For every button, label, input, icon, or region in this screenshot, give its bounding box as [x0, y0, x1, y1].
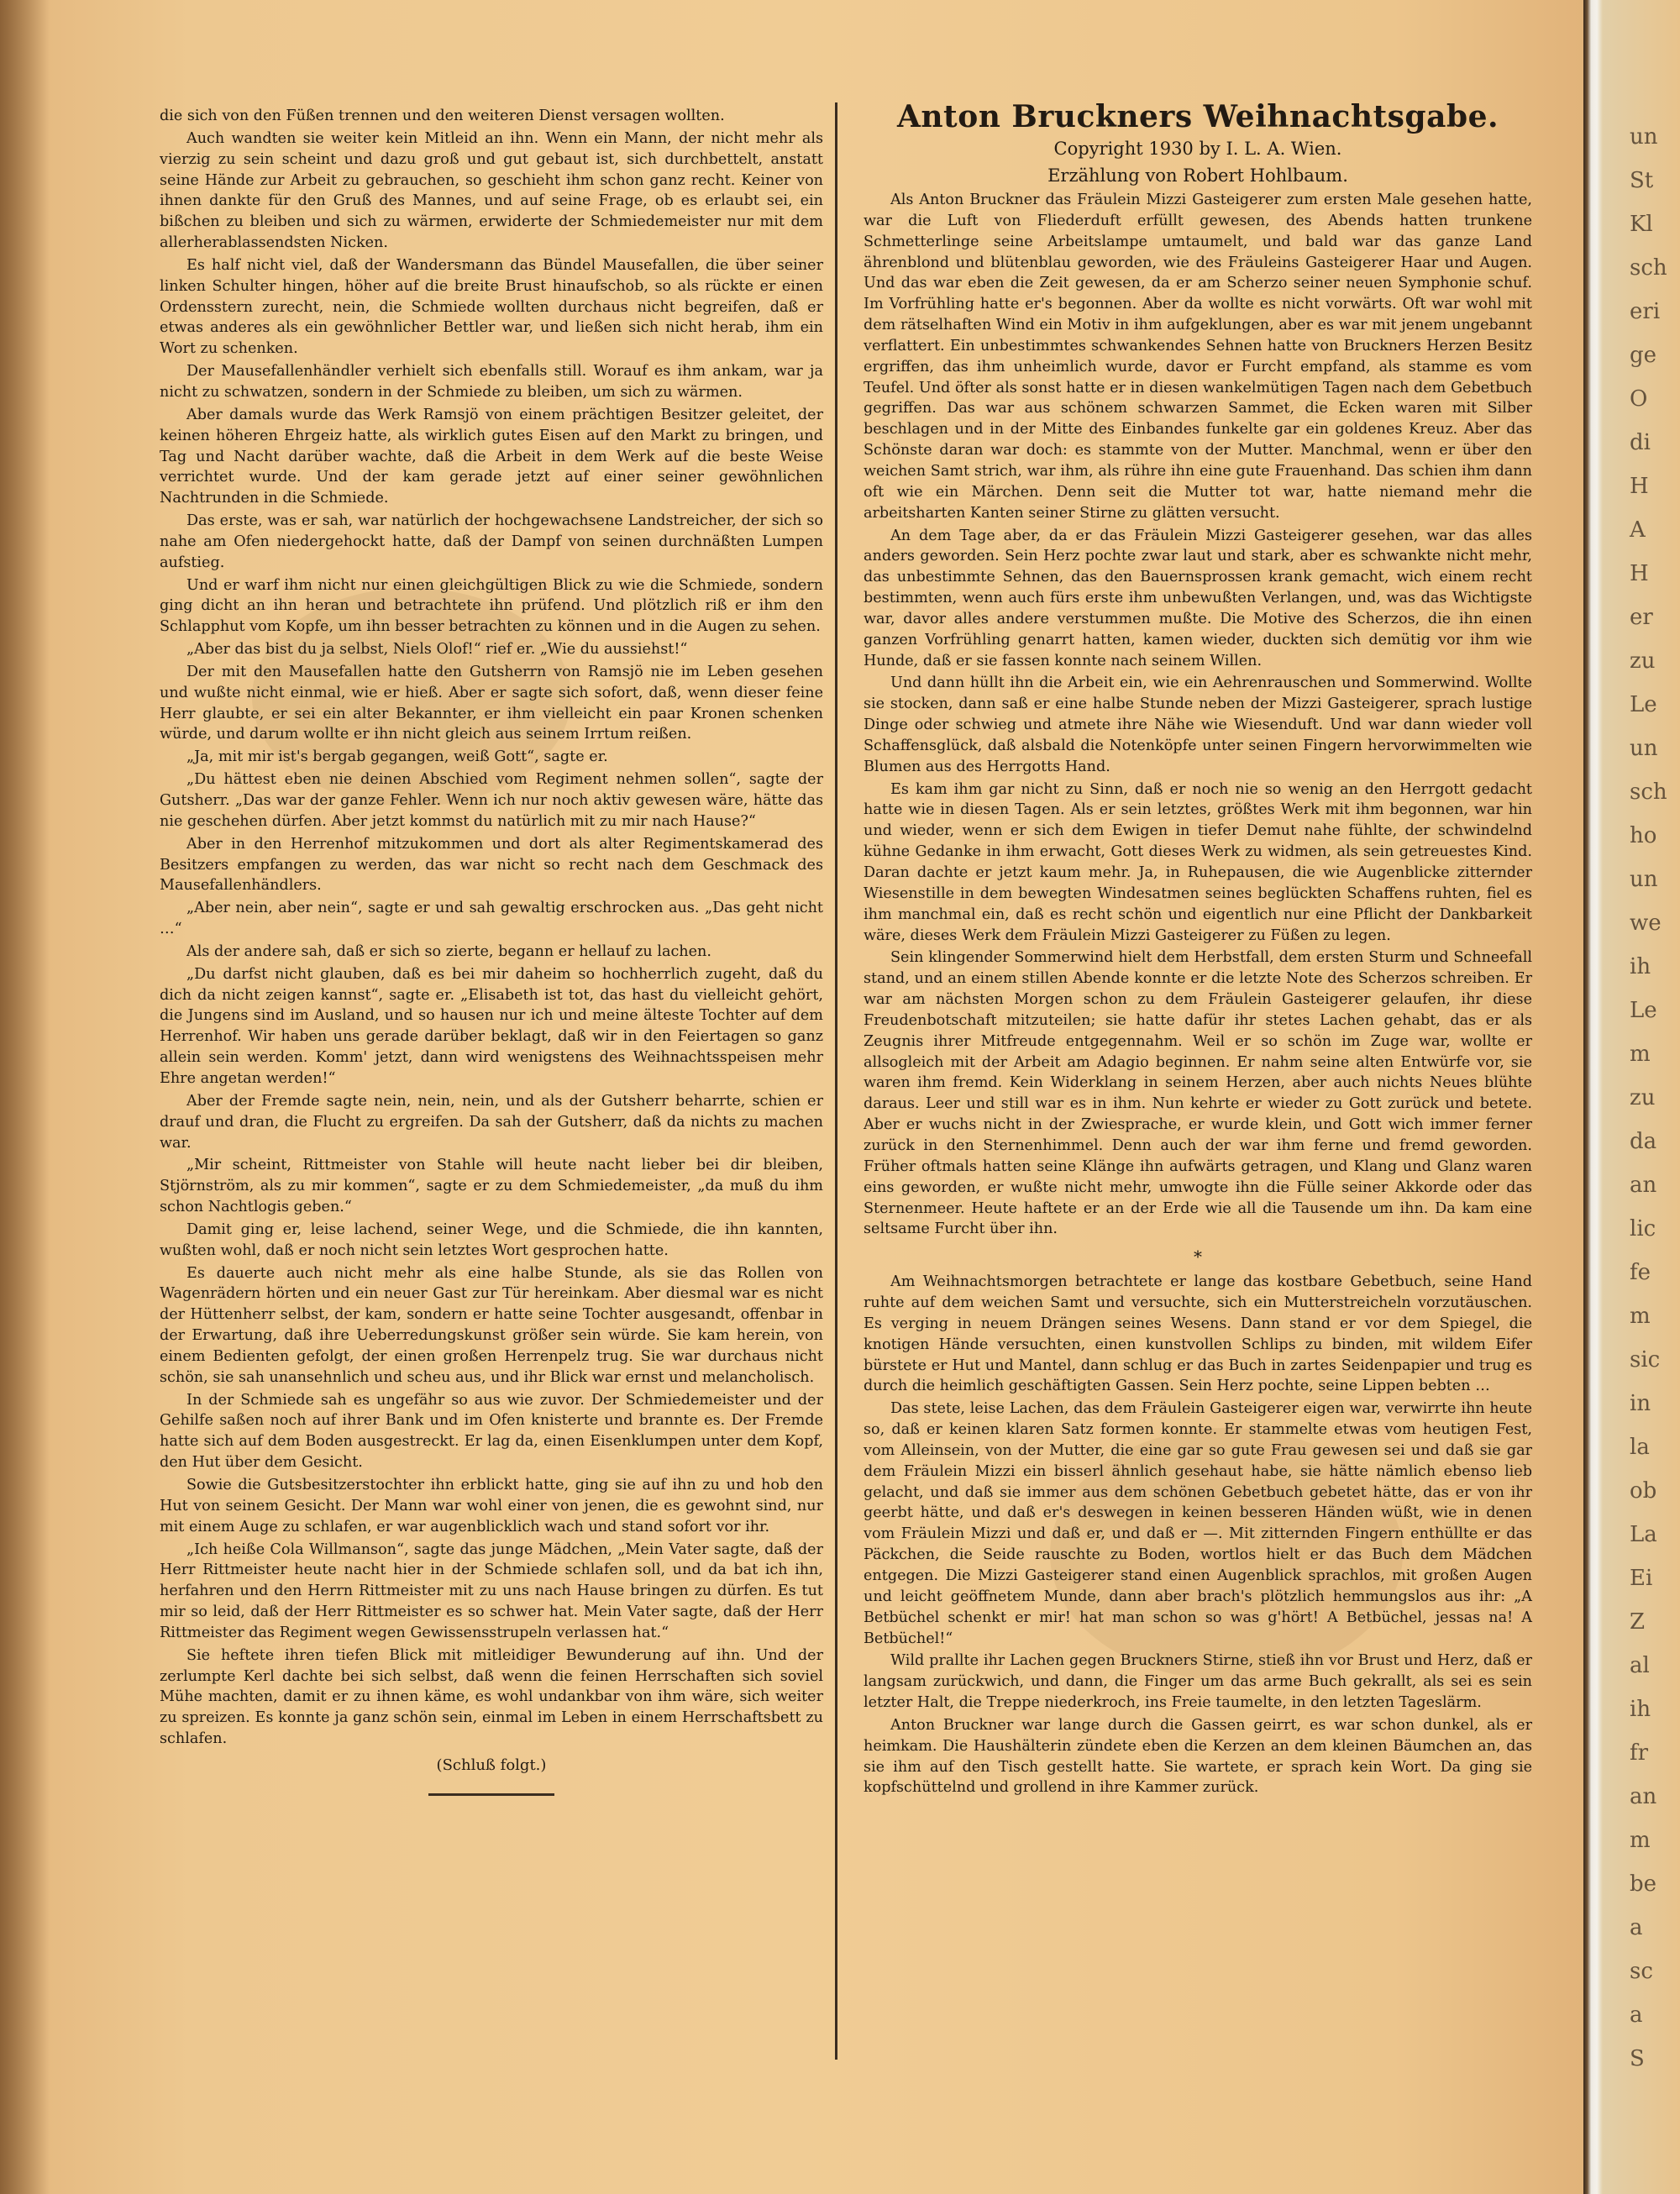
left-paragraph: „Aber nein, aber nein“, sagte er und sah gewaltig erschrocken aus. „Das geht nicht …“: [160, 900, 823, 938]
adjacent-page-fragment: ih: [1630, 1697, 1651, 1722]
section-separator: *: [1194, 1247, 1202, 1268]
adjacent-page-fragment: H: [1630, 474, 1649, 499]
left-paragraph: „Ich heiße Cola Willmanson“, sagte das junge Mädchen, „Mein Vater sagte, daß der Herr Rittmeister heute nacht hier in der Schmiede schlafen soll, und da bat ich ihn, herfahren und den Herrn Rittmeister mit zu uns nach Hause bringen zu dürfen. Es tut mir so leid, daß der Herr Rittmeister es so schwer hat. Mein Vater sagte, daß der Herr Rittmeister das Regiment wegen Gewissensstrupeln verlassen hat.“: [160, 1541, 823, 1641]
story-paragraph: Am Weihnachtsmorgen betrachtete er lange das kostbare Gebetbuch, seine Hand ruhte auf dem weichen Samt und versuchte, sich ein Mutterstreicheln vorzutäuschen. Es verging in neuem Drängen seines Wesens. Dann stand er vor dem Spiegel, die knotigen Hände versuchten, einen kunstvollen Schlips zu binden, mit wildem Eifer bürstete er Hut und Mantel, dann schlug er das Buch in zartes Seidenpapier und trug es durch die heimlich geschäftigten Gassen. Sein Herz pochte, seine Lippen bebten …: [864, 1273, 1532, 1395]
adjacent-page-fragment: an: [1630, 1784, 1657, 1809]
adjacent-page-fragment: ih: [1630, 954, 1651, 979]
adjacent-page-fragment: m: [1630, 1042, 1651, 1067]
adjacent-page-fragment: m: [1630, 1828, 1651, 1853]
story-paragraph: Wild prallte ihr Lachen gegen Bruckners Stirne, stieß ihn vor Brust und Herz, daß er langsam zurückwich, und dann, die Finger um das arme Buch gekrallt, als sei es sein letzter Halt, die Treppe niederkroch, ins Freie taumelte, in den letzten Tageslärm.: [864, 1652, 1532, 1712]
story-paragraph: Das stete, leise Lachen, das dem Fräulein Gasteigerer eigen war, verwirrte ihn heute so, daß er keinen klaren Satz formen konnte. Er stammelte etwas vom heutigen Fest, vom Alleinsein, von der Mutter, die eine gar so gute Frau gewesen sei und daß sie gar dem Fräulein Mizzi ein bisserl ähnlich gesehaut habe, sie hätte nämlich ebenso lieb gelacht, und daß sie immer aus dem schönen Gebetbuch gebetet hätte, das er von ihr geerbt hätte, und daß er's deswegen in keinen besseren Händen wüßt, wie in denen vom Fräulein Mizzi und daß er, und daß er —. Mit zitternden Fingern enthüllte er das Päckchen, die Seide rauschte zu Boden, wortlos hielt er das Buch dem Mädchen entgegen. Die Mizzi Gasteigerer stand einen Augenblick sprachlos, mit großen Augen und leicht geöffnetem Munde, dann aber brach's plötzlich hemmungslos aus ihr: „A Betbüchel schenkt er mir! hat man schon so was g'hört! A Betbüchel, jessas na! A Betbüchel!“: [864, 1400, 1532, 1647]
adjacent-page-fragment: fr: [1630, 1740, 1649, 1766]
adjacent-page-fragment: di: [1630, 430, 1651, 455]
adjacent-page-fragment: Le: [1630, 692, 1657, 717]
adjacent-page-fragment: A: [1630, 517, 1646, 543]
story-body-part-1: [864, 190, 1532, 1240]
adjacent-page-fragment: Le: [1630, 998, 1657, 1023]
left-paragraph: Es dauerte auch nicht mehr als eine halbe Stunde, als sie das Rollen von Wagenrädern hörten und ein neuer Gast zur Tür hereinkam. Aber diesmal war es nicht der Hüttenherr selbst, der kam, sondern er hatte seine Tochter ausgesandt, offenbar in der Erwartung, daß ihre Ueberredungskunst größer sein würde. Sie kam herein, von einem Bedienten gefolgt, der einen großen Herrenpelz trug. Sie war durchaus nicht schön, sie sah unansehnlich und scheu aus, und ihr Blick war ernst und melancholisch.: [160, 1264, 823, 1386]
story-paragraph: Und dann hüllt ihn die Arbeit ein, wie ein Aehrenrauschen und Sommerwind. Wollte sie stocken, dann saß er eine halbe Stunde neben der Mizzi Gasteigerer, sprach lustige Dinge oder schwieg und atmete ihre Nähe wie Wiesenduft. Und war dann wieder voll Schaffensglück, daß alsbald die Notenköpfe unter seinen Fingern hervorwimmelten wie Blumen aus des Herrgotts Hand.: [864, 674, 1532, 775]
story-paragraph: An dem Tage aber, da er das Fräulein Mizzi Gasteigerer gesehen, war das alles anders geworden. Sein Herz pochte zwar laut und stark, aber es schwankte nicht mehr, das unbestimmte Sehnen, das den Bauernsprossen krank gemacht, wich einem recht bestimmten, wenn auch fürs erste ihm unbewußten Verlangen, und, was das Wichtigste war, davor alles andere verstummen mußte. Die Motive des Scherzos, die ihn einen ganzen Vorfrühling genarrt hatten, kamen wieder, duckten sich demütig vor ihm wie Hunde, daß er sie fassen konnte nach seinem Willen.: [864, 527, 1532, 669]
adjacent-page-fragment: a: [1630, 2002, 1643, 2028]
left-paragraph: Der mit den Mausefallen hatte den Gutsherrn von Ramsjö nie im Leben gesehen und wußte nicht einmal, wie er hieß. Aber er sagte sich sofort, daß, wenn dieser feine Herr glaubte, er sei ein alter Bekannter, er ihm vielleicht ein paar Kronen schenken würde, und darum wollte er ihn nicht gleich aus seinem Irrtum reißen.: [160, 663, 823, 743]
copyright-line: Copyright 1930 by I. L. A. Wien.: [1053, 139, 1342, 159]
left-paragraph: die sich von den Füßen trennen und den weiteren Dienst versagen wollten.: [160, 108, 725, 124]
left-paragraph: Der Mausefallenhändler verhielt sich ebenfalls still. Worauf es ihm ankam, war ja nicht zu schwatzen, sondern in der Schmiede zu bleiben, um sich zu wärmen.: [160, 363, 823, 401]
adjacent-page-fragment: ge: [1630, 343, 1657, 368]
left-paragraph: Als der andere sah, daß er sich so zierte, begann er hellauf zu lachen.: [186, 942, 711, 960]
adjacent-page-fragment: be: [1630, 1871, 1657, 1897]
adjacent-page-fragment: er: [1630, 605, 1653, 630]
story-paragraph: Sein klingender Sommerwind hielt dem Herbstfall, dem ersten Sturm und Schneefall stand, und an einem stillen Abende konnte er die letzte Note des Scherzos schreiben. Er war am nächsten Morgen schon zu dem Fräulein Gasteigerer gelaufen, ihr diese Freudenbotschaft mitzuteilen; sie hatte dafür ihr stetes Lachen gehabt, das er als Zeugnis ihrer Mitfreude entgegennahm. Weil er so schön im Zuge war, wollte er allsogleich mit der Arbeit am Adagio beginnen. Er nahm seine alten Entwürfe vor, sie waren ihm fremd. Kein Widerklang in seinem Herzen, aber auch nichts Neues blühte daraus. Leer und still war es in ihm. Nun kehrte er wieder zu Gott zurück und betete. Aber er wuchs nicht in der Zwiesprache, er wurde klein, und Gott wich immer ferner zurück in den Sternenhimmel. Denn auch der war ihm ferne und fremd geworden. Früher oftmals hatten seine Klänge ihn aufwärts getragen, und Klang und Glanz waren eins geworden, er wußte nicht mehr, umwogte ihn die Fülle seiner Akkorde oder das Sternenmeer. Heute haftete er an der Erde wie all die Tausende um ihn. Da kam eine seltsame Furcht über ihn.: [864, 949, 1532, 1238]
adjacent-page-fragment: fe: [1630, 1260, 1651, 1285]
adjacent-page-fragment: a: [1630, 1915, 1643, 1940]
left-paragraph: In der Schmiede sah es ungefähr so aus wie zuvor. Der Schmiedemeister und der Gehilfe saßen noch auf ihrer Bank und im Ofen knisterte und brannte es. Der Fremde hatte sich auf dem Boden ausgestreckt. Er lag da, einen Eisenklumpen unter dem Kopf, den Hut über dem Gesicht.: [160, 1391, 823, 1472]
left-column-text: [160, 106, 823, 1796]
story-body-part-2: [864, 1272, 1532, 1798]
left-paragraph: „Ja, mit mir ist's bergab gegangen, weiß Gott“, sagte er.: [186, 748, 608, 766]
left-paragraph: Damit ging er, leise lachend, seiner Wege, und die Schmiede, die ihn kannten, wußten wohl, daß er noch nicht sein letztes Wort gesprochen hatte.: [160, 1220, 823, 1259]
adjacent-page-fragment: we: [1630, 911, 1662, 936]
left-paragraph: „Du darfst nicht glauben, daß es bei mir daheim so hochherrlich zugeht, daß du dich da nicht zeigen kannst“, sagte er. „Elisabeth ist tot, das hast du vielleicht gehört, die Jungens sind im Ausland, und so hausen nur ich und meine älteste Tochter auf dem Herrenhof. Wir haben uns gerade darüber beklagt, daß wir in den Feiertagen so ganz allein sein werden. Komm' jetzt, dann wird wenigstens des Weihnachtsspeisen mehr Ehre angetan werden!“: [160, 965, 823, 1087]
story-headline: Anton Bruckners Weihnachtsgabe.: [896, 99, 1499, 134]
adjacent-page-fragment: Z: [1630, 1609, 1646, 1635]
left-paragraph: Aber in den Herrenhof mitzukommen und dort als alter Regimentskamerad des Besitzers empfangen zu werden, das war nicht so recht nach dem Geschmack des Mausefallenhändlers.: [160, 835, 823, 895]
adjacent-page-fragment: sic: [1630, 1347, 1661, 1373]
story-paragraph: Anton Bruckner war lange durch die Gassen geirrt, es war schon dunkel, als er heimkam. Die Haushälterin zündete eben die Kerzen an dem kleinen Bäumchen an, das sie ihm auf den Tisch gestellt hatte. Sie wartete, er sprach kein Wort. Da ging sie kopfschüttelnd und grollend in ihre Kammer zurück.: [864, 1716, 1532, 1797]
adjacent-page-fragment: m: [1630, 1304, 1651, 1329]
left-paragraph: „Aber das bist du ja selbst, Niels Olof!“ rief er. „Wie du aussiehst!“: [186, 641, 688, 659]
adjacent-page-fragment: sc: [1630, 1959, 1653, 1984]
adjacent-page-fragment: da: [1630, 1129, 1657, 1154]
binding-shadow: [0, 0, 50, 2194]
adjacent-page-fragment: al: [1630, 1653, 1650, 1678]
right-column-story: [864, 97, 1532, 1800]
adjacent-page-fragment: an: [1630, 1173, 1657, 1198]
left-paragraph: Aber damals wurde das Werk Ramsjö von einem prächtigen Besitzer geleitet, der keinen höheren Ehrgeiz hatte, als wirklich gutes Eisen auf den Markt zu bringen, und Tag und Nacht darüber wachte, daß die Arbeit in dem Werk auf die beste Weise verrichtet wurde. Und der kam gerade jetzt auf einer seiner gewöhnlichen Nachtrunden in die Schmiede.: [160, 406, 823, 507]
left-paragraph: Es half nicht viel, daß der Wandersmann das Bündel Mausefallen, die über seiner linken Schulter hingen, höher auf die breite Brust hinaufschob, so als rückte er einen Ordensstern zurecht, nein, die Schmiede wollten durchaus nicht begreifen, daß er etwas anderes als ein gewöhnlicher Bettler war, und ließen sich nicht herab, ihm ein Wort zu schenken.: [160, 256, 823, 358]
adjacent-page-fragment: sch: [1630, 255, 1667, 281]
left-paragraph: Auch wandten sie weiter kein Mitleid an ihn. Wenn ein Mann, der nicht mehr als vierzig zu sein scheint und dazu groß und gut gebaut ist, sich durchbettelt, anstatt seine Hände zur Arbeit zu gebrauchen, so geschieht ihm schon ganz recht. Keiner von ihnen dankte für den Gruß des Mannes, und auf seine Frage, ob es erlaubt sei, ein bißchen zu bleiben und sich zu wärmen, erwiderte der Schmiedemeister nur mit dem allerherablassendsten Nicken.: [160, 129, 823, 252]
adjacent-page-fragment: eri: [1630, 299, 1661, 324]
left-paragraph: „Mir scheint, Rittmeister von Stahle will heute nacht lieber bei dir bleiben, Stjörnström, als zu mir kommen“, sagte er zu dem Schmiedemeister, „da muß du ihm schon Nachtlogis geben.“: [160, 1157, 823, 1216]
adjacent-page-fragment: H: [1630, 561, 1649, 586]
continuation-note: (Schluß folgt.): [436, 1756, 547, 1774]
byline: Erzählung von Robert Hohlbaum.: [1047, 165, 1348, 186]
adjacent-page-fragment: O: [1630, 386, 1648, 412]
left-paragraph: „Du hättest eben nie deinen Abschied vom Regiment nehmen sollen“, sagte der Gutsherr. „Das war der ganze Fehler. Wenn ich nur noch aktiv gewesen wäre, hätte das nie geschehen dürfen. Aber jetzt kommst du natürlich mit zu mir nach Hause?“: [160, 771, 823, 830]
adjacent-page-fragment: S: [1630, 2046, 1645, 2071]
end-rule: [428, 1793, 554, 1796]
adjacent-page-fragment: in: [1630, 1391, 1651, 1416]
adjacent-page-fragment: un: [1630, 124, 1658, 150]
adjacent-page-fragment: un: [1630, 736, 1658, 761]
adjacent-page-fragment: un: [1630, 867, 1658, 892]
left-paragraph: Und er warf ihm nicht nur einen gleichgültigen Blick zu wie die Schmiede, sondern ging dicht an ihn heran und betrachtete ihn prüfend. Und plötzlich riß er ihm den Schlapphut vom Kopfe, um ihn besser betrachten zu können und in die Augen zu sehen.: [160, 576, 823, 636]
adjacent-page-fragment: la: [1630, 1435, 1650, 1460]
adjacent-page-fragment: lic: [1630, 1216, 1656, 1241]
adjacent-page-fragment: sch: [1630, 779, 1667, 805]
adjacent-page-fragment: La: [1630, 1522, 1657, 1547]
adjacent-page-fragment: zu: [1630, 648, 1656, 674]
story-paragraph: Es kam ihm gar nicht zu Sinn, daß er noch nie so wenig an den Herrgott gedacht hatte wie in diesen Tagen. Als er sein letztes, größtes Werk mit ihm begonnen, war hin und wieder, wenn er sich dem Ewigen in tiefer Demut nahe fühlte, der schwindelnd kühne Gedanke in ihm erwacht, Gott dieses Werk zu widmen, als sein getreuestes Kind. Daran dachte er jetzt kaum mehr. Ja, in Ruhepausen, die wie Augenblicke zitternder Wiesenstille in dem bewegten Windesatmen seines beglückten Schaffens ruhten, fiel es ihm manchmal ein, daß es recht schön und eigentlich nur eine Pflicht der Dankbarkeit wäre, dieses Werk dem Fräulein Mizzi Gasteigerer zu Füßen zu legen.: [864, 780, 1532, 944]
left-paragraph: Das erste, was er sah, war natürlich der hochgewachsene Landstreicher, der sich so nahe am Ofen niedergehockt hatte, daß der Dampf von seinen durchnäßten Lumpen aufstieg.: [160, 512, 823, 571]
adjacent-page-fragment: Ei: [1630, 1566, 1653, 1591]
left-paragraph: Aber der Fremde sagte nein, nein, nein, und als der Gutsherr beharrte, schien er drauf und dran, die Flucht zu ergreifen. Da sah der Gutsherr, daß da nichts zu machen war.: [160, 1092, 823, 1152]
adjacent-page-fragment: ho: [1630, 823, 1657, 848]
adjacent-page-fragment: zu: [1630, 1085, 1656, 1110]
story-paragraph: Als Anton Bruckner das Fräulein Mizzi Gasteigerer zum ersten Male gesehen hatte, war die Luft von Fliederduft erfüllt gewesen, des Abends hatten trunkene Schmetterlinge seine Arbeitslampe umtaumelt, und bald war das ganze Land ährenblond und blütenblau geworden, wie des Fräuleins Gasteigerer Haar und Augen. Und das war eben die Zeit gewesen, da er am Scherzo seiner neuen Symphonie schuf. Im Vorfrühling hatte er's begonnen. Aber da wollte es nicht vorwärts. Oft war wohl mit dem rätselhaften Wind ein Motiv in ihm aufgeklungen, aber es war mit jenem ungebannt verflattert. Ein unbestimmtes schwankendes Sehnen hatte von Bruckners Herzen Besitz ergriffen, das ihm unheimlich wurde, davor er Furcht empfand, als stamme es vom Teufel. Und öfter als sonst hatte er in diesen wankelmütigen Tagen nach dem Gebetbuch gegriffen. Das war aus schönem schwarzen Sammet, die Ecken waren mit Silber beschlagen und in der Mitte des Einbandes funkelte gar ein goldenes Kreuz. Aber das Schönste daran war doch: es stammte von der Mutter. Manchmal, wenn er über den weichen Samt strich, war ihm, als rühre ihn eine gute Frauenhand. Das schien ihm dann oft wie ein Märchen. Denn seit die Mutter tot war, hatte niemand mehr die arbeitsharten Kanten seiner Stirne zu glätten versucht.: [864, 192, 1532, 522]
left-paragraph: Sie heftete ihren tiefen Blick mit mitleidiger Bewunderung auf ihn. Und der zerlumpte Kerl dachte bei sich selbst, daß wenn die feinen Herrschaften sich soviel Mühe machten, damit er zu ihnen käme, es wohl undankbar von ihm wäre, sich weiter zu spreizen. Es konnte ja ganz schön sein, einmal im Leben in einem Herrschaftsbett zu schlafen.: [160, 1646, 823, 1748]
adjacent-page-fragment: Kl: [1630, 212, 1653, 237]
left-paragraph: Sowie die Gutsbesitzerstochter ihn erblickt hatte, ging sie auf ihn zu und hob den Hut von seinem Gesicht. Der Mann war wohl einer von jenen, die es gewohnt sind, nur mit einem Auge zu schlafen, er war augenblicklich wach und stand sofort vor ihr.: [160, 1477, 823, 1535]
adjacent-page-fragment: ob: [1630, 1478, 1657, 1504]
column-divider-rule: [835, 102, 837, 2060]
adjacent-page-fragment: St: [1630, 168, 1654, 193]
